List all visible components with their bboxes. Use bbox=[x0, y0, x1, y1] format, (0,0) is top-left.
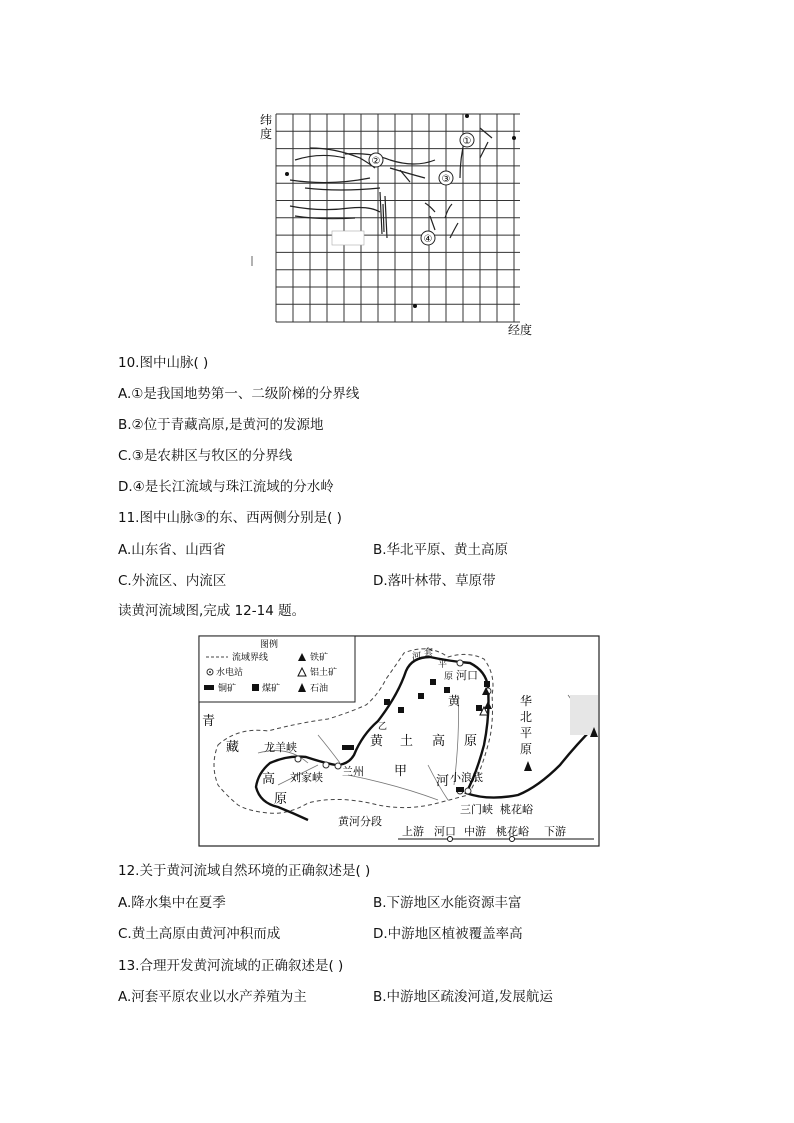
legend-box bbox=[199, 636, 355, 702]
q10-option-a: A.①是我国地势第一、二级阶梯的分界线 bbox=[118, 386, 360, 402]
coal-icon bbox=[252, 684, 259, 691]
q12-stem: 12.关于黄河流域自然环境的正确叙述是( ) bbox=[118, 863, 371, 879]
svg-text:铝土矿: 铝土矿 bbox=[310, 668, 338, 678]
q12-option-a: A.降水集中在夏季 bbox=[118, 895, 226, 911]
q10-stem: 10.图中山脉( ) bbox=[118, 355, 209, 371]
svg-text:流域界线: 流域界线 bbox=[232, 653, 269, 663]
svg-text:河: 河 bbox=[436, 774, 450, 789]
q12-option-c: C.黄土高原由黄河冲积而成 bbox=[118, 926, 281, 942]
yellow-river-basin-map bbox=[198, 635, 600, 847]
svg-text:中游: 中游 bbox=[464, 825, 486, 838]
svg-text:上游: 上游 bbox=[402, 825, 424, 838]
q13-option-a: A.河套平原农业以水产养殖为主 bbox=[118, 989, 307, 1005]
marker-1-label: ① bbox=[462, 136, 472, 147]
copper-icon bbox=[204, 685, 214, 690]
svg-text:原: 原 bbox=[464, 734, 478, 749]
q10-option-d: D.④是长江流域与珠江流域的分水岭 bbox=[118, 479, 334, 495]
svg-text:河: 河 bbox=[412, 652, 422, 662]
svg-text:土: 土 bbox=[400, 734, 414, 749]
svg-text:三门峡: 三门峡 bbox=[460, 803, 493, 816]
svg-text:桃花峪: 桃花峪 bbox=[496, 825, 529, 838]
svg-text:石油: 石油 bbox=[310, 684, 329, 694]
q11-stem: 11.图中山脉③的东、西两侧分别是( ) bbox=[118, 510, 342, 526]
q11-option-d: D.落叶林带、草原带 bbox=[373, 573, 496, 589]
q12-option-b: B.下游地区水能资源丰富 bbox=[373, 895, 522, 911]
svg-text:河口: 河口 bbox=[434, 825, 456, 838]
svg-text:青: 青 bbox=[202, 714, 216, 729]
svg-text:河口: 河口 bbox=[456, 669, 478, 682]
svg-text:黄: 黄 bbox=[370, 734, 384, 749]
svg-text:小浪底: 小浪底 bbox=[450, 771, 483, 784]
svg-text:桃花峪: 桃花峪 bbox=[500, 803, 533, 816]
mountain-grid-map bbox=[250, 108, 540, 340]
svg-text:华: 华 bbox=[520, 694, 533, 708]
marker-2-label: ② bbox=[371, 156, 381, 167]
marker-4-label: ④ bbox=[423, 234, 433, 245]
svg-text:高: 高 bbox=[432, 734, 446, 749]
svg-text:甲: 甲 bbox=[394, 764, 408, 779]
q11-option-b: B.华北平原、黄土高原 bbox=[373, 542, 509, 558]
svg-text:平: 平 bbox=[520, 726, 533, 740]
intro-text: 读黄河流域图,完成 12-14 题。 bbox=[118, 603, 306, 619]
axis-y-label-1: 纬 bbox=[260, 113, 273, 127]
q10-option-b: B.②位于青藏高原,是黄河的发源地 bbox=[118, 417, 324, 433]
svg-text:黄河分段: 黄河分段 bbox=[338, 815, 382, 828]
q13-stem: 13.合理开发黄河流域的正确叙述是( ) bbox=[118, 958, 344, 974]
svg-text:藏: 藏 bbox=[226, 740, 240, 755]
svg-text:下游: 下游 bbox=[544, 825, 566, 838]
longyangxia-hydro-icon bbox=[295, 756, 301, 762]
svg-text:北: 北 bbox=[520, 710, 533, 724]
svg-text:原: 原 bbox=[274, 792, 288, 807]
liujiaxia-hydro-icon bbox=[323, 762, 329, 768]
svg-text:乙: 乙 bbox=[378, 722, 388, 732]
q13-option-b: B.中游地区疏浚河道,发展航运 bbox=[373, 989, 553, 1005]
svg-text:铁矿: 铁矿 bbox=[310, 653, 329, 663]
svg-text:煤矿: 煤矿 bbox=[262, 684, 281, 694]
svg-text:水电站: 水电站 bbox=[216, 668, 244, 678]
svg-text:原: 原 bbox=[520, 742, 533, 756]
svg-text:刘家峡: 刘家峡 bbox=[290, 771, 323, 784]
svg-text:原: 原 bbox=[444, 672, 454, 682]
svg-text:黄: 黄 bbox=[448, 694, 461, 708]
svg-text:铜矿: 铜矿 bbox=[218, 684, 237, 694]
q12-option-d: D.中游地区植被覆盖率高 bbox=[373, 926, 523, 942]
axis-y-label-2: 度 bbox=[260, 127, 273, 141]
svg-text:套: 套 bbox=[424, 648, 434, 658]
svg-text:龙羊峡: 龙羊峡 bbox=[264, 741, 297, 754]
svg-text:平: 平 bbox=[438, 660, 448, 670]
svg-text:兰州: 兰州 bbox=[342, 765, 364, 778]
svg-text:图例: 图例 bbox=[260, 640, 279, 650]
q11-option-c: C.外流区、内流区 bbox=[118, 573, 227, 589]
q10-option-c: C.③是农耕区与牧区的分界线 bbox=[118, 448, 293, 464]
axis-x-label: 经度 bbox=[508, 323, 533, 337]
svg-text:高: 高 bbox=[262, 772, 276, 787]
q11-option-a: A.山东省、山西省 bbox=[118, 542, 226, 558]
marker-3-label: ③ bbox=[441, 174, 451, 185]
blur-label-box bbox=[332, 231, 364, 245]
